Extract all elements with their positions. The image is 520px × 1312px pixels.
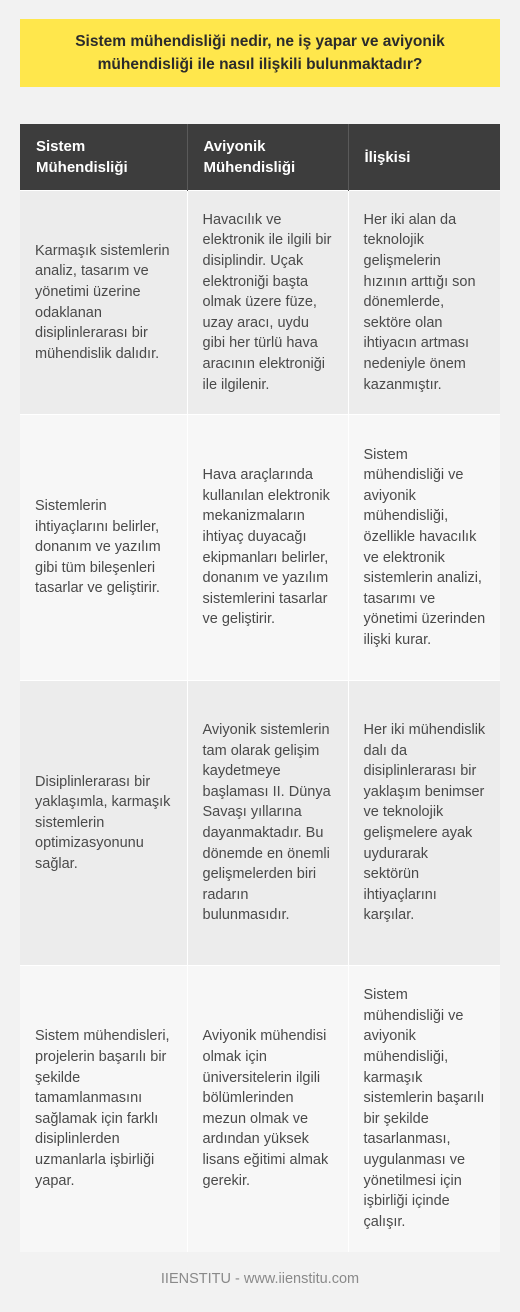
- column-header-relation: İlişkisi: [348, 124, 500, 191]
- table-cell: Karmaşık sistemlerin analiz, tasarım ve yönetimi üzerine odaklanan disiplinlerarası bir mühendislik dalıdır.: [20, 191, 187, 415]
- table-row: [20, 415, 500, 681]
- table-cell: Sistemlerin ihtiyaçlarını belirler, donanım ve yazılım gibi tüm bileşenleri tasarlar ve geliştirir.: [20, 415, 187, 681]
- column-header-system-engineering: Sistem Mühendisliği: [20, 124, 187, 191]
- table-cell: Sistem mühendisliği ve aviyonik mühendisliği, özellikle havacılık ve elektronik sistemlerin analizi, tasarımı ve yönetimi üzerinden ilişki kurar.: [348, 415, 500, 681]
- table-cell: Hava araçlarında kullanılan elektronik mekanizmaların ihtiyaç duyacağı ekipmanları belirler, donanım ve yazılım sistemlerini tasarlar ve geliştirir.: [187, 415, 348, 681]
- table-cell: Havacılık ve elektronik ile ilgili bir disiplindir. Uçak elektroniği başta olmak üzere füze, uzay aracı, uydu gibi her türlü hava aracının elektroniği ile ilgilenir.: [187, 191, 348, 415]
- column-header-avionics-engineering: Aviyonik Mühendisliği: [187, 124, 348, 191]
- table-cell: Aviyonik sistemlerin tam olarak gelişim kaydetmeye başlaması II. Dünya Savaşı yıllarına dayanmaktadır. Bu dönemde en önemli gelişmelerden biri radarın bulunmasıdır.: [187, 681, 348, 966]
- table-cell: Her iki mühendislik dalı da disiplinlerarası bir yaklaşım benimser ve teknolojik gelişmelere ayak uydurarak sektörün ihtiyaçlarını karşılar.: [348, 681, 500, 966]
- table-cell: Sistem mühendisliği ve aviyonik mühendisliği, karmaşık sistemlerin başarılı bir şekilde tasarlanması, uygulanması ve yönetilmesi için işbirliği içinde çalışır.: [348, 966, 500, 1252]
- table-cell: Disiplinlerarası bir yaklaşımla, karmaşık sistemlerin optimizasyonunu sağlar.: [20, 681, 187, 966]
- table-cell: Sistem mühendisleri, projelerin başarılı bir şekilde tamamlanmasını sağlamak için farklı disiplinlerden uzmanlarla işbirliği yapar.: [20, 966, 187, 1252]
- page-title: Sistem mühendisliği nedir, ne iş yapar ve aviyonik mühendisliği ile nasıl ilişkili bulunmaktadır?: [75, 33, 445, 73]
- table-cell: Her iki alan da teknolojik gelişmelerin hızının arttığı son dönemlerde, sektöre olan ihtiyacın artması nedeniyle önem kazanmıştır.: [348, 191, 500, 415]
- title-banner: [20, 19, 500, 87]
- comparison-table: [20, 124, 500, 1252]
- table-cell: Aviyonik mühendisi olmak için üniversitelerin ilgili bölümlerinden mezun olmak ve ardından yüksek lisans eğitimi almak gerekir.: [187, 966, 348, 1252]
- table-row: [20, 681, 500, 966]
- table-row: [20, 966, 500, 1252]
- table-header-row: [20, 124, 500, 191]
- table-row: [20, 191, 500, 415]
- footer-credit: IIENSTITU - www.iienstitu.com: [160, 1271, 360, 1287]
